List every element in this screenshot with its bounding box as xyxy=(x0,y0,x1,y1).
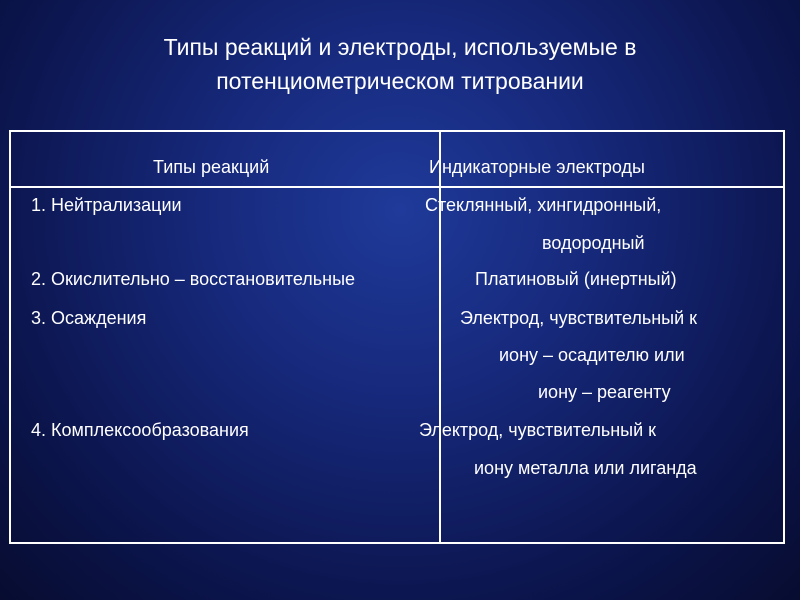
reaction-type-4: 4. Комплексообразования xyxy=(31,420,249,440)
header-reaction-types: Типы реакций xyxy=(153,157,270,177)
header-divider xyxy=(11,186,783,188)
electrode-3-line-1: Электрод, чувствительный к xyxy=(460,308,698,328)
slide-title xyxy=(0,30,800,98)
electrode-3-line-2: иону – осадителю или xyxy=(499,345,685,365)
electrode-2-line-1: Платиновый (инертный) xyxy=(475,269,677,289)
slide-title-line-2: потенциометрическом титровании xyxy=(216,68,584,94)
electrode-3-line-3: иону – реагенту xyxy=(538,382,671,402)
slide-title-line-1: Типы реакций и электроды, используемые в xyxy=(163,34,637,60)
reaction-type-2: 2. Окислительно – восстановительные xyxy=(31,269,356,289)
reaction-type-3: 3. Осаждения xyxy=(31,308,147,328)
header-indicator-electrodes: Индикаторные электроды xyxy=(429,157,645,177)
reaction-type-1: 1. Нейтрализации xyxy=(31,195,182,215)
electrode-1-line-2: водородный xyxy=(542,233,645,253)
electrode-4-line-2: иону металла или лиганда xyxy=(474,458,697,478)
reactions-table xyxy=(9,130,785,544)
electrode-1-line-1: Стеклянный, хингидронный, xyxy=(425,195,662,215)
electrode-4-line-1: Электрод, чувствительный к xyxy=(419,420,657,440)
